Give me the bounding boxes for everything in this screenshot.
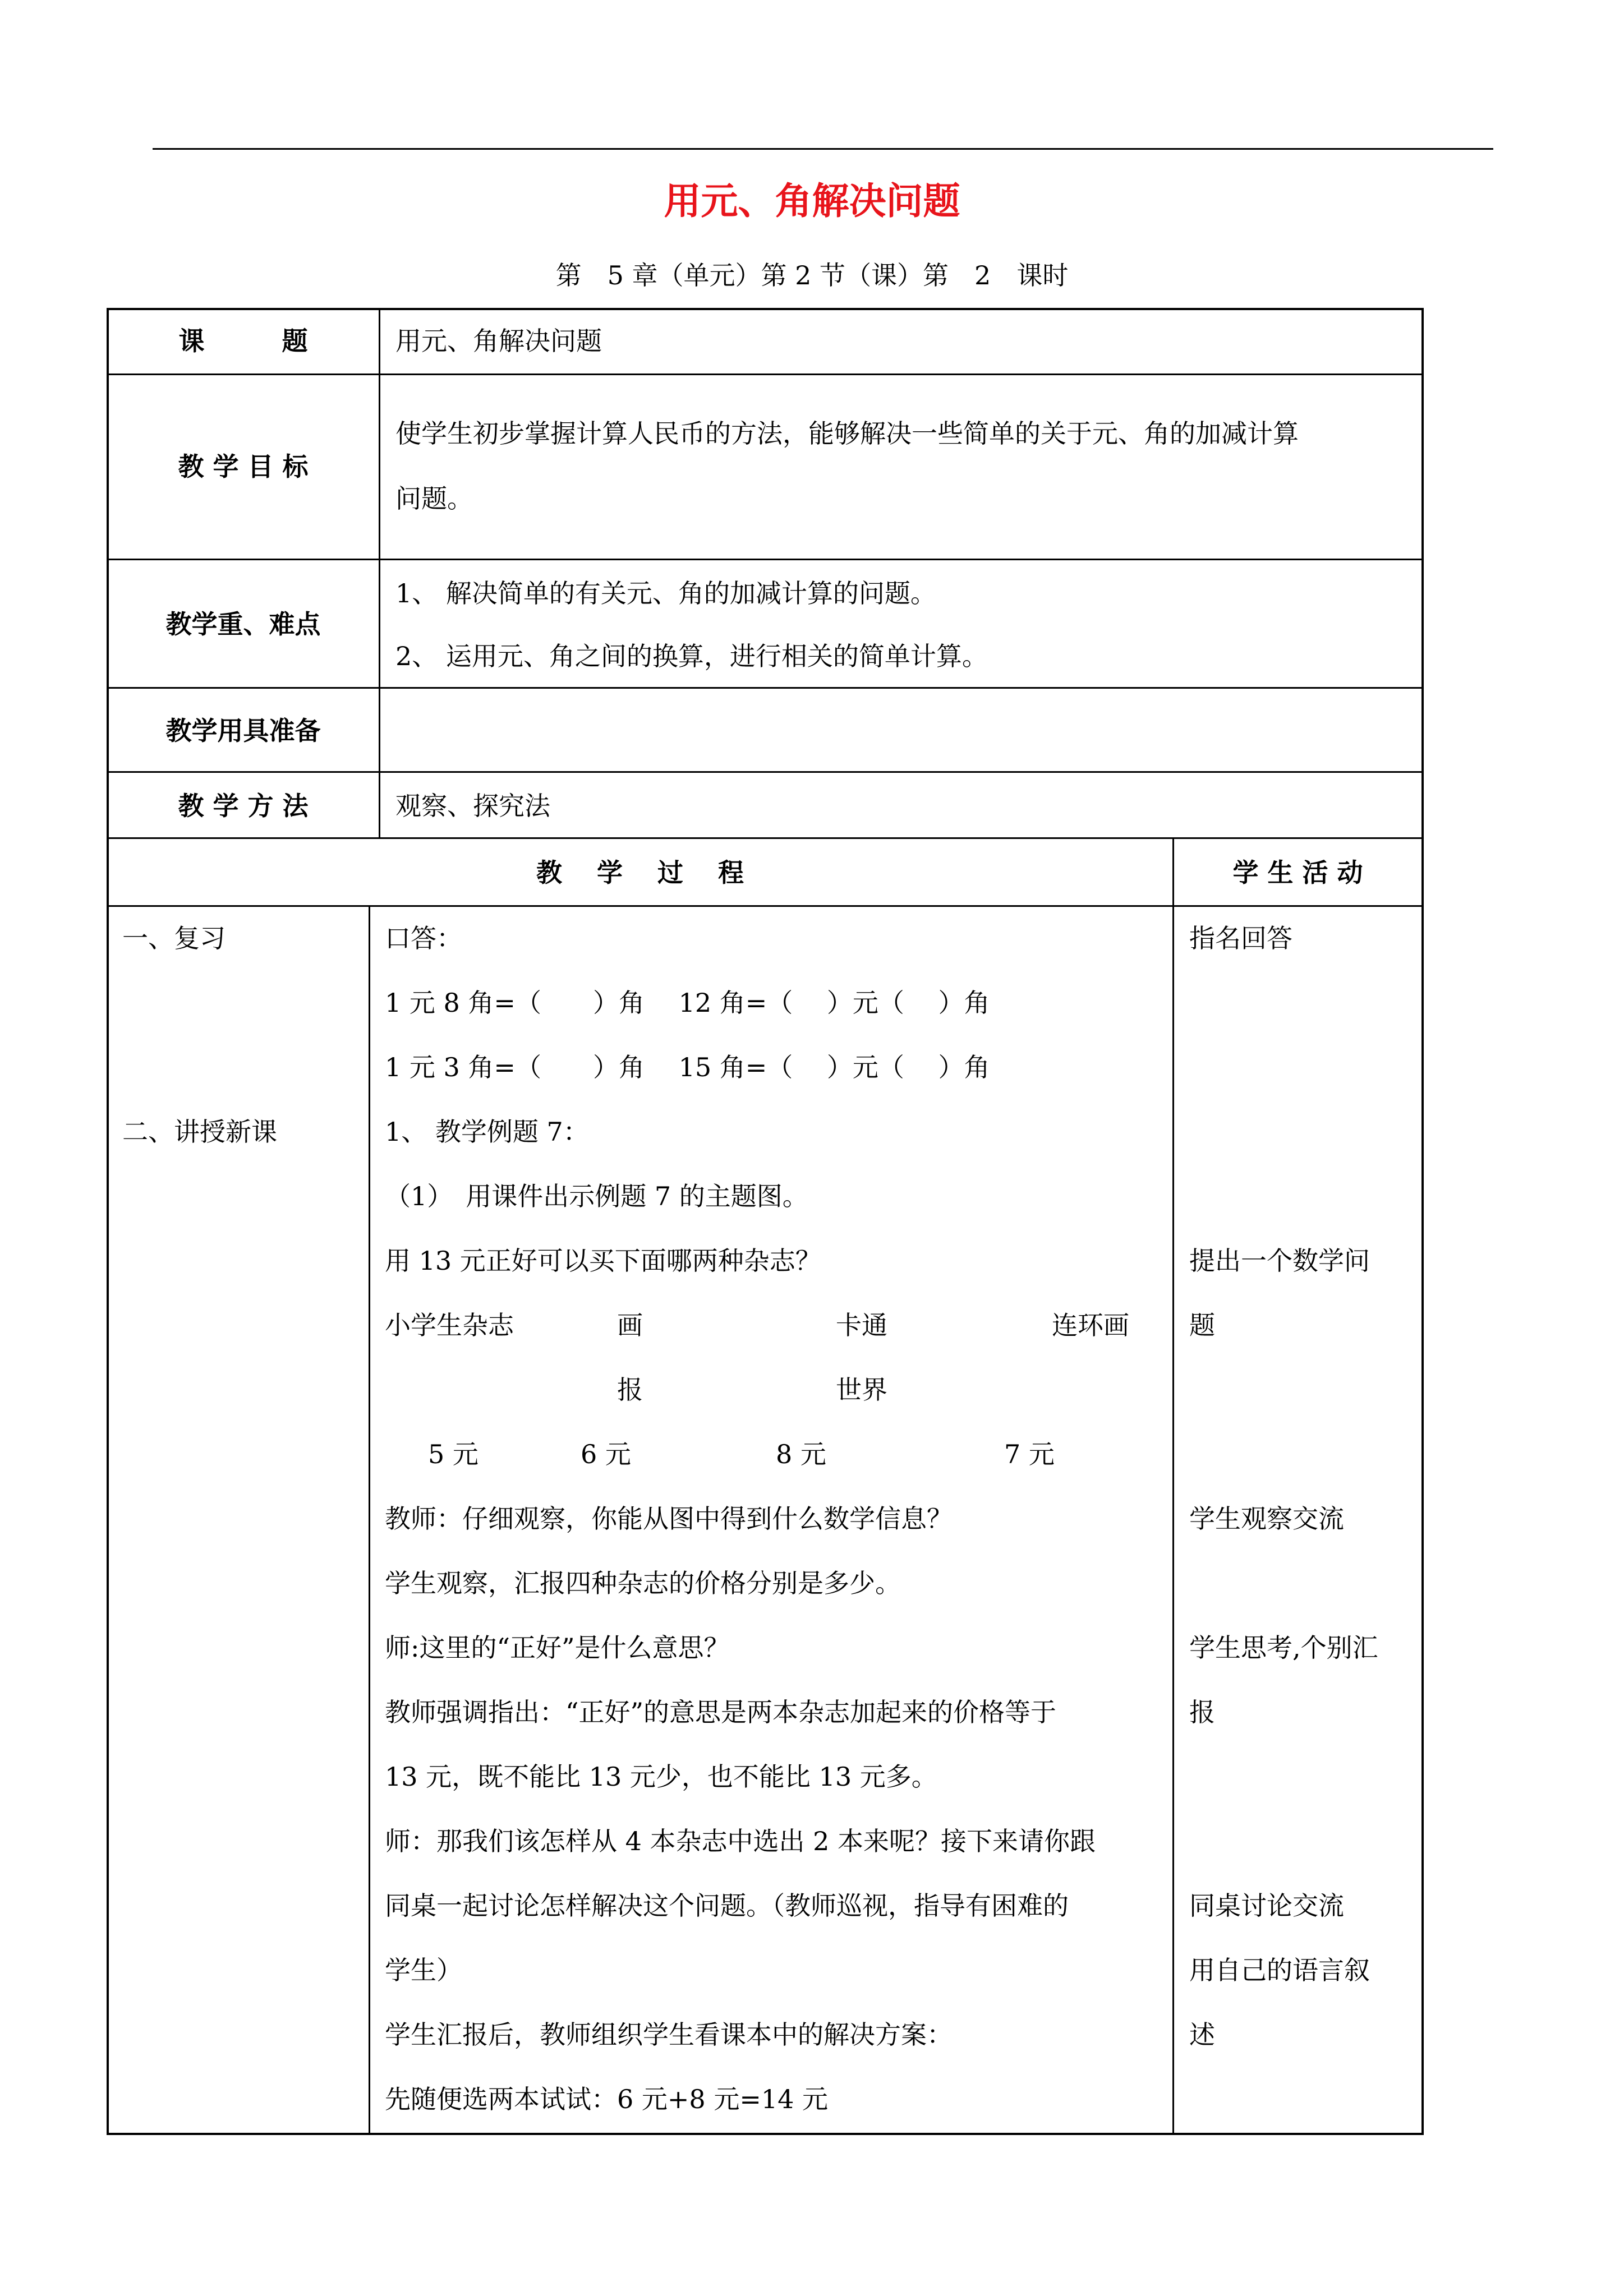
section-new-lesson: 二、讲授新课 [122, 1117, 277, 1147]
magazine-name: 报 [617, 1375, 643, 1405]
goal-line-1: 使学生初步掌握计算人民币的方法，能够解决一些简单的关于元、角的加减计算 [395, 418, 1299, 449]
magazine-name: 卡通 [836, 1310, 887, 1340]
process-line: 同桌一起讨论怎样解决这个问题。（教师巡视，指导有困难的 [385, 1891, 1069, 1921]
process-line: （1） 用课件出示例题 7 的主题图。 [385, 1181, 808, 1211]
magazine-name: 画 [617, 1310, 643, 1340]
page-subtitle: 第 5 章（单元）第 2 节（课）第 2 课时 [555, 260, 1069, 291]
process-line: 学生观察，汇报四种杂志的价格分别是多少。 [385, 1568, 901, 1598]
topic-value: 用元、角解决问题 [395, 326, 602, 356]
process-line: 先随便选两本试试：6 元+8 元=14 元 [385, 2084, 829, 2114]
process-line: 用 13 元正好可以买下面哪两种杂志？ [385, 1246, 821, 1276]
key-line-2: 2、 运用元、角之间的换算，进行相关的简单计算。 [395, 641, 988, 671]
process-line: 口答： [385, 923, 462, 953]
process-line: 教师强调指出：“正好”的意思是两本杂志加起来的价格等于 [385, 1697, 1057, 1727]
magazine-price: 8 元 [776, 1439, 826, 1469]
process-line: 13 元，既不能比 13 元少，也不能比 13 元多。 [385, 1762, 937, 1792]
process-header: 教 学 过 程 [536, 857, 744, 888]
activity-text: 述 [1189, 2020, 1215, 2050]
process-line: 1、 教学例题 7： [385, 1117, 589, 1147]
method-label: 教 学 方 法 [178, 791, 309, 821]
process-line: 师:这里的“正好”是什么意思？ [385, 1633, 730, 1663]
activity-text: 指名回答 [1189, 923, 1292, 953]
topic-label: 课 题 [178, 326, 308, 356]
magazine-name: 世界 [836, 1375, 887, 1405]
activity-text: 学生思考,个别汇 [1189, 1633, 1378, 1663]
process-line: 1 元 3 角=（ ）角 15 角=（ ）元（ ）角 [385, 1052, 990, 1082]
magazine-price: 6 元 [581, 1439, 631, 1469]
activity-text: 题 [1189, 1310, 1215, 1340]
magazine-price: 7 元 [1004, 1439, 1055, 1469]
process-line: 学生汇报后，教师组织学生看课本中的解决方案： [385, 2020, 953, 2050]
activity-text: 提出一个数学问 [1189, 1246, 1370, 1276]
tools-label: 教学用具准备 [165, 716, 321, 746]
method-value: 观察、探究法 [395, 791, 550, 821]
key-label: 教学重、难点 [165, 609, 321, 639]
goal-label: 教 学 目 标 [178, 451, 309, 482]
magazine-name: 小学生杂志 [385, 1310, 514, 1340]
process-line: 学生） [385, 1955, 462, 1985]
activity-text: 学生观察交流 [1189, 1504, 1344, 1534]
key-line-1: 1、 解决简单的有关元、角的加减计算的问题。 [395, 578, 936, 608]
magazine-name: 连环画 [1052, 1310, 1129, 1340]
process-line: 1 元 8 角=（ ）角 12 角=（ ）元（ ）角 [385, 988, 990, 1018]
page-title: 用元、角解决问题 [664, 179, 960, 223]
section-review: 一、复习 [122, 923, 226, 953]
magazine-price: 5 元 [428, 1439, 479, 1469]
process-line: 师：那我们该怎样从 4 本杂志中选出 2 本来呢？接下来请你跟 [385, 1826, 1096, 1856]
activity-text: 报 [1189, 1697, 1215, 1727]
goal-line-2: 问题。 [395, 483, 473, 514]
activity-text: 用自己的语言叙 [1189, 1955, 1370, 1985]
process-line: 教师：仔细观察，你能从图中得到什么数学信息？ [385, 1504, 953, 1534]
top-rule [153, 148, 1493, 150]
activity-header: 学 生 活 动 [1232, 857, 1363, 888]
activity-text: 同桌讨论交流 [1189, 1891, 1344, 1921]
